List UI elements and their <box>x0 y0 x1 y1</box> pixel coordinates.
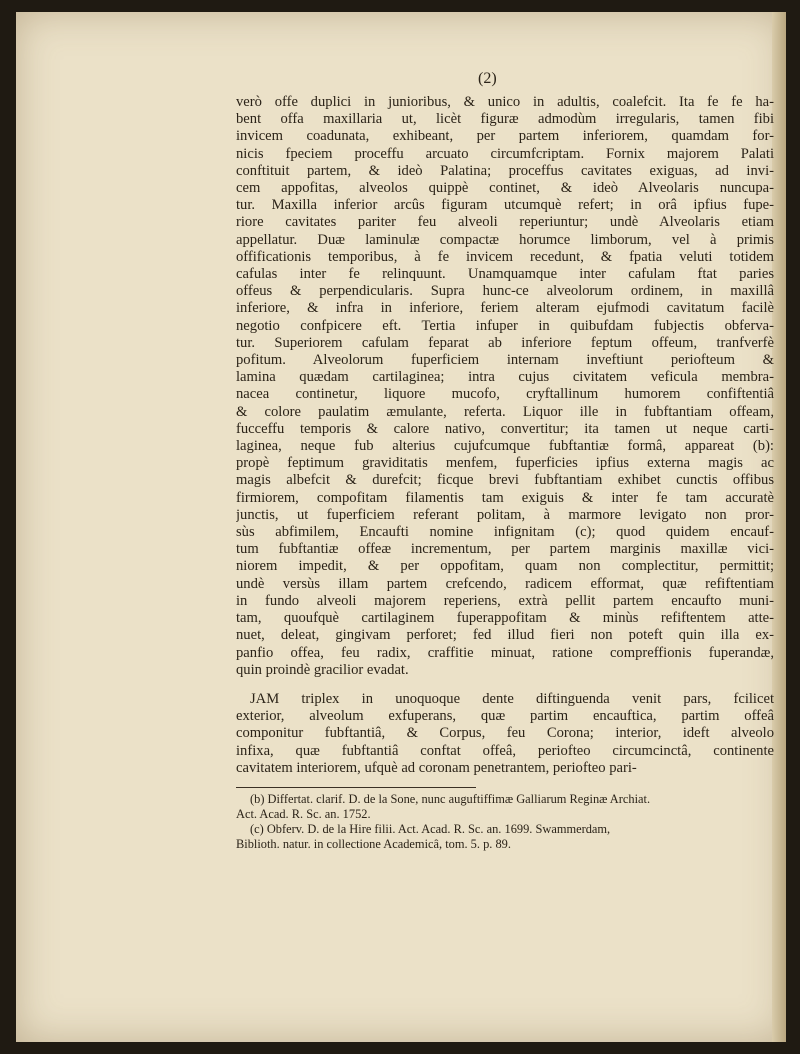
paragraph1-line: firmiorem, compofitam filamentis tam exiguis & inter fe tam accuratè <box>236 489 774 506</box>
paragraph1-line: fucceffu temporis & calore nativo, convertitur; ita tamen ut neque carti- <box>236 420 774 437</box>
paragraph1-line: magis albefcit & durefcit; ficque brevi fubftantiam exhibet cunctis offibus <box>236 472 774 489</box>
paragraph1-line: offeus & perpendicularis. Supra hunc-ce alveolorum ordinem, in maxillâ <box>236 283 774 300</box>
paragraph1-line: tum fubftantiæ offeæ incrementum, per partem marginis maxillæ vici- <box>236 541 774 558</box>
paragraph1-line: lamina quædam cartilaginea; intra cujus civitatem veficula membra- <box>236 369 774 386</box>
footnotes-line: Act. Acad. R. Sc. an. 1752. <box>236 806 371 821</box>
paragraph2-line: cavitatem interiorem, ufquè ad coronam penetrantem, periofteo pari- <box>236 759 637 776</box>
paragraph1-line: in fundo alveoli majorem reperiens, extrà pellit partem encaufto muni- <box>236 592 774 609</box>
paragraph2-line: exterior, alveolum exfuperans, quæ partim encauftica, partim offeâ <box>236 708 774 725</box>
footnotes-line: (c) Obferv. D. de la Hire filii. Act. Acad. R. Sc. an. 1699. Swammerdam, <box>250 821 611 836</box>
paragraph1-line: quin proindè gracilior evadat. <box>236 661 409 678</box>
paragraph1-line: sùs abfimilem, Encaufti nomine infignitam (c); quod quidem encauf- <box>236 524 774 541</box>
footnotes-line: Biblioth. natur. in collectione Academicâ, tom. 5. p. 89. <box>236 836 511 851</box>
book-page <box>16 12 786 1042</box>
paragraph1-line: tur. Maxilla inferior arcûs figuram utcumquè refert; in orâ ipfius fupe- <box>236 197 774 214</box>
paragraph1-line: offificationis temporibus, à fe invicem recedunt, & fpatia veluti totidem <box>236 248 774 265</box>
paragraph1-line: niorem impedit, & per oppofitam, quam non complectitur, permittit; <box>236 558 774 575</box>
page-number: (2) <box>478 70 497 87</box>
page-edge <box>772 12 786 1042</box>
footnote-rule <box>236 787 476 788</box>
paragraph1-line: tur. Superiorem cafulam feparat ab inferiore feptum offeum, tranfverfè <box>236 334 774 351</box>
paragraph1-line: undè versùs illam partem crefcendo, radicem efformat, quæ refiftentiam <box>236 575 774 592</box>
paragraph-2 <box>236 691 774 777</box>
paragraph2-line: JAM triplex in unoquoque dente diftinguenda venit pars, fcilicet <box>250 690 774 707</box>
paragraph1-line: negotio confpicere eft. Tertia infuper in quibufdam fubjectis obferva- <box>236 317 774 334</box>
paragraph1-line: cafulas inter fe relinquunt. Unamquamque inter cafulam ftat paries <box>236 266 774 283</box>
paragraph1-line: conftituit partem, & ideò Palatina; proceffus cavitates exiguas, ad invi- <box>236 162 774 179</box>
paragraph1-line: verò offe duplici in junioribus, & unico in adultis, coalefcit. Ita fe fe ha- <box>236 94 774 110</box>
paragraph1-line: panfio offea, feu radix, craffitie minuat, ratione compreffionis fuperandæ, <box>236 644 774 661</box>
paragraph-1 <box>236 94 774 679</box>
paragraph1-line: propè feptimum graviditatis menfem, fuperficies ipfius externa magis ac <box>236 455 774 472</box>
paragraph1-line: cem appofitas, alveolos quippè continet, & ideò Alveolaris nuncupa- <box>236 180 774 197</box>
paragraph1-line: & colore paulatim æmulante, referta. Liquor ille in fubftantiam offeam, <box>236 403 774 420</box>
paragraph1-line: laginea, neque fub alterius cujufcumque fubftantiæ formâ, appareat (b): <box>236 438 774 455</box>
body-text <box>236 94 774 852</box>
paragraph1-line: nicis fpeciem proceffu arcuato circumfcriptam. Fornix majorem Palati <box>236 145 774 162</box>
paragraph1-line: bent offa maxillaria ut, licèt figuræ admodùm irregularis, tamen fibi <box>236 111 774 128</box>
paragraph2-line: componitur fubftantiâ, & Corpus, feu Corona; interior, ideft alveolo <box>236 725 774 742</box>
footnotes-line: (b) Differtat. clarif. D. de la Sone, nunc auguftiffimæ Galliarum Reginæ Archiat. <box>250 791 651 806</box>
paragraph1-line: inferiore, & infra in inferiore, feriem alteram ejufmodi cavitatum facilè <box>236 300 774 317</box>
paragraph1-line: nacea continetur, liquore mucofo, cryftallinum humorem confiftentiâ <box>236 386 774 403</box>
paragraph2-line: infixa, quæ fubftantiâ conftat offeâ, periofteo circumcinctâ, continente <box>236 742 774 759</box>
paragraph1-line: junctis, ut fuperficiem referant politam, à marmore levigato non pror- <box>236 506 774 523</box>
paragraph1-line: riore cavitates pariter feu alveoli reperiuntur; undè Alveolaris etiam <box>236 214 774 231</box>
paragraph1-line: tam, quoufquè cartilaginem fuperappofitam & minùs refiftentem atte- <box>236 610 774 627</box>
footnotes <box>236 792 774 852</box>
paragraph1-line: appellatur. Duæ laminulæ compactæ horumce limborum, vel à primis <box>236 231 774 248</box>
paragraph1-line: pofitum. Alveolorum fuperficiem internam inveftiunt periofteum & <box>236 352 774 369</box>
paragraph1-line: nuet, deleat, gingivam perforet; fed illud fieri non poteft quin illa ex- <box>236 627 774 644</box>
paragraph1-line: invicem coadunata, exhibeant, per partem inferiorem, quamdam for- <box>236 128 774 145</box>
